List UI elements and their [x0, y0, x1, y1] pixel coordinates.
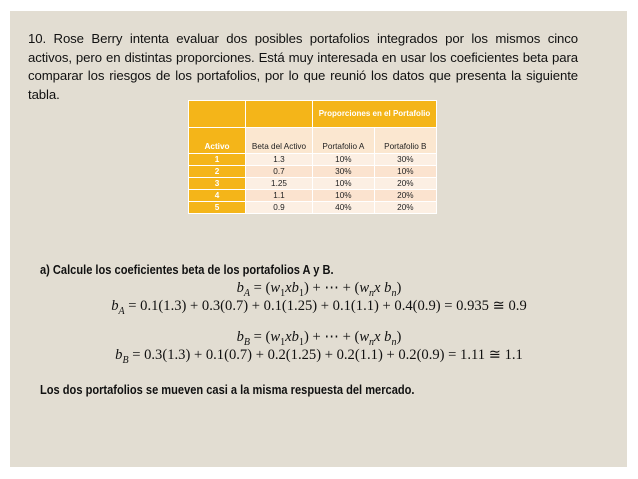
- cell-beta: 1.25: [246, 178, 313, 190]
- problem-statement: 10. Rose Berry intenta evaluar dos posibles portafolios integrados por los mismos cinco activos, pero en distintas proporciones. Está muy interesada en usar los coeficientes beta para comparar los riesgos de los portafolios, por lo que reunió los datos que presenta la siguiente tabla.: [28, 31, 578, 102]
- empty-header-cell: [189, 101, 246, 128]
- data-table: [188, 100, 437, 214]
- equation-beta-a-formula: $b_A = (w_1xb_1)$ + ⋯ + ($w_nx$ $b_n$): [236, 280, 402, 299]
- equation-beta-b-rhs: = 0.3(1.3) + 0.1(0.7) + 0.2(1.25) + 0.2(1.1) + 0.2(0.9) = 1.11 ≅ 1.1: [128, 347, 523, 363]
- cell-activo: 5: [189, 202, 246, 214]
- cell-portafolio-b: 30%: [374, 154, 436, 166]
- cell-portafolio-b: 20%: [374, 202, 436, 214]
- header-portafolio-b: Portafolio B: [374, 128, 436, 154]
- cell-portafolio-b: 10%: [374, 166, 436, 178]
- cell-portafolio-b: 20%: [374, 178, 436, 190]
- table-row: [189, 190, 437, 202]
- table-header-row: [189, 128, 437, 154]
- empty-header-cell: [246, 101, 313, 128]
- conclusion-text: Los dos portafolios se mueven casi a la misma respuesta del mercado.: [40, 383, 415, 397]
- equation-beta-a-calc: $b_A = 0.1(1.3) + 0.3(0.7) + 0.1(1.25) + 0.1(1.1) + 0.4(0.9) = 0.935$ ≅ 0.9: [111, 298, 527, 317]
- cell-beta: 1.3: [246, 154, 313, 166]
- cell-activo: 3: [189, 178, 246, 190]
- cell-activo: 1: [189, 154, 246, 166]
- cell-portafolio-a: 10%: [313, 190, 375, 202]
- cell-activo: 2: [189, 166, 246, 178]
- cell-beta: 0.7: [246, 166, 313, 178]
- equation-beta-b-formula: $b_B = (w_1xb_1)$ + ⋯ + ($w_nx$ $b_n$): [236, 329, 402, 348]
- cell-beta: 0.9: [246, 202, 313, 214]
- cell-portafolio-b: 20%: [374, 190, 436, 202]
- table-row: [189, 166, 437, 178]
- cell-activo: 4: [189, 190, 246, 202]
- cell-beta: 1.1: [246, 190, 313, 202]
- cell-portafolio-a: 40%: [313, 202, 375, 214]
- table-row: [189, 202, 437, 214]
- table-row: [189, 178, 437, 190]
- header-activo: Activo: [189, 128, 246, 154]
- cell-portafolio-a: 30%: [313, 166, 375, 178]
- equation-beta-b-calc: $b_B = 0.3(1.3) + 0.1(0.7) + 0.2(1.25) + 0.2(1.1) + 0.2(0.9) = 1.11$ ≅ 1.1: [115, 347, 523, 366]
- question-a: a) Calcule los coeficientes beta de los portafolios A y B.: [40, 263, 334, 277]
- group-header-proportions: Proporciones en el Portafolio: [313, 101, 437, 128]
- header-beta: Beta del Activo: [246, 128, 313, 154]
- table-row: [189, 154, 437, 166]
- cell-portafolio-a: 10%: [313, 178, 375, 190]
- header-portafolio-a: Portafolio A: [313, 128, 375, 154]
- equation-beta-a-rhs: = 0.1(1.3) + 0.3(0.7) + 0.1(1.25) + 0.1(1.1) + 0.4(0.9) = 0.935 ≅ 0.9: [124, 298, 527, 314]
- cell-portafolio-a: 10%: [313, 154, 375, 166]
- table-group-header-row: [189, 101, 437, 128]
